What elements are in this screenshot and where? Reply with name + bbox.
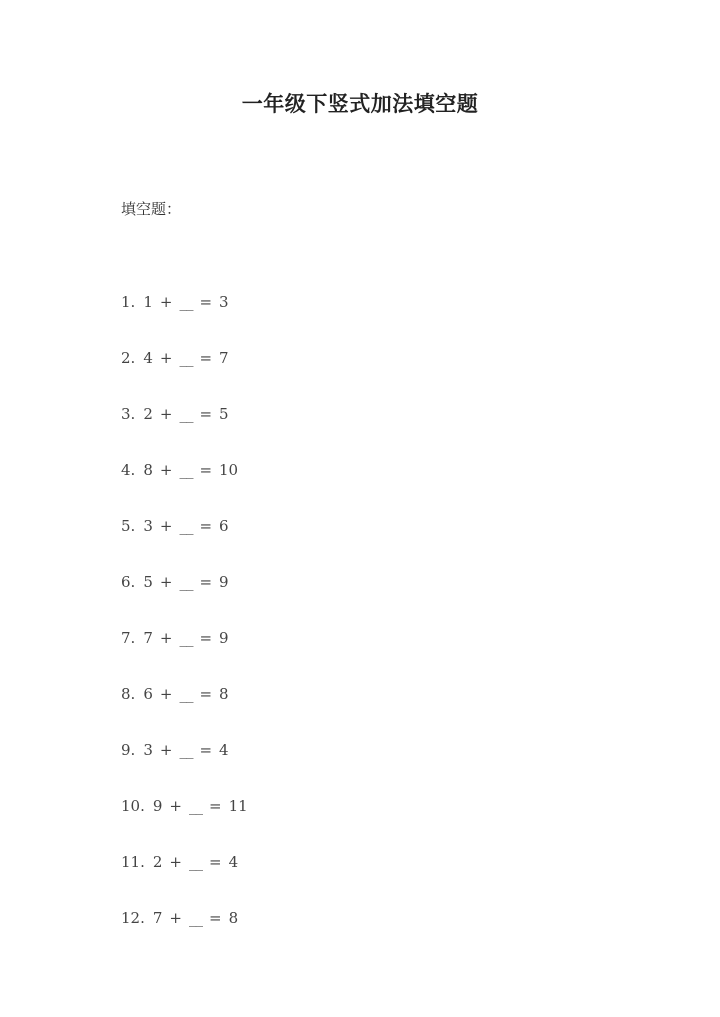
problem-item [121, 684, 248, 740]
answer-blank: __ [179, 349, 193, 367]
problem-result: 5 [219, 405, 229, 423]
answer-blank: __ [179, 629, 193, 647]
plus-sign: + [159, 741, 173, 759]
problem-addend: 5 [143, 573, 153, 591]
answer-blank: __ [179, 405, 193, 423]
equals-sign: = [208, 909, 222, 927]
problem-result: 4 [219, 741, 229, 759]
problem-result: 9 [219, 629, 229, 647]
page-title: 一年级下竖式加法填空题 [241, 91, 479, 116]
problem-item [121, 348, 248, 404]
answer-blank: __ [188, 853, 202, 871]
plus-sign: + [169, 909, 182, 927]
problem-item [121, 908, 248, 964]
problem-addend: 7 [152, 909, 163, 927]
answer-blank: __ [188, 797, 202, 815]
problem-item [121, 516, 248, 572]
problem-result: 8 [219, 685, 229, 703]
problem-number: 4. [121, 461, 136, 479]
plus-sign: + [159, 405, 173, 423]
equals-sign: = [208, 797, 222, 815]
problem-item [121, 460, 248, 516]
problem-addend: 3 [143, 517, 153, 535]
problem-addend: 1 [143, 293, 153, 311]
plus-sign: + [159, 293, 173, 311]
problem-item [121, 796, 248, 852]
equals-sign: = [199, 629, 213, 647]
plus-sign: + [159, 629, 173, 647]
problem-addend: 3 [143, 741, 153, 759]
plus-sign: + [169, 853, 182, 871]
problem-result: 8 [228, 909, 239, 927]
problem-result: 4 [228, 853, 239, 871]
answer-blank: __ [179, 293, 193, 311]
plus-sign: + [169, 797, 182, 815]
problem-item [121, 852, 248, 908]
problem-addend: 7 [143, 629, 153, 647]
problem-number: 5. [121, 517, 136, 535]
problem-result: 7 [219, 349, 229, 367]
problem-item [121, 740, 248, 796]
problem-item [121, 404, 248, 460]
problem-list [121, 292, 248, 964]
answer-blank: __ [179, 685, 193, 703]
equals-sign: = [199, 573, 213, 591]
problem-number: 9. [121, 741, 136, 759]
plus-sign: + [159, 349, 173, 367]
problem-result: 3 [219, 293, 229, 311]
problem-number: 10. [121, 797, 145, 815]
answer-blank: __ [179, 461, 193, 479]
problem-number: 6. [121, 573, 136, 591]
problem-result: 10 [219, 461, 239, 479]
plus-sign: + [159, 685, 173, 703]
problem-number: 12. [121, 909, 145, 927]
answer-blank: __ [179, 741, 193, 759]
answer-blank: __ [188, 909, 202, 927]
problem-number: 8. [121, 685, 136, 703]
problem-number: 1. [121, 293, 136, 311]
equals-sign: = [199, 293, 213, 311]
problem-addend: 4 [143, 349, 153, 367]
equals-sign: = [199, 405, 213, 423]
section-label: 填空题： [121, 200, 182, 218]
equals-sign: = [208, 853, 222, 871]
equals-sign: = [199, 685, 213, 703]
problem-item [121, 572, 248, 628]
problem-item [121, 628, 248, 684]
answer-blank: __ [179, 517, 193, 535]
problem-result: 9 [219, 573, 229, 591]
plus-sign: + [159, 573, 173, 591]
problem-result: 11 [228, 797, 248, 815]
plus-sign: + [159, 461, 173, 479]
equals-sign: = [199, 517, 213, 535]
problem-addend: 8 [143, 461, 153, 479]
problem-number: 3. [121, 405, 136, 423]
problem-addend: 9 [152, 797, 163, 815]
problem-addend: 2 [152, 853, 163, 871]
answer-blank: __ [179, 573, 193, 591]
plus-sign: + [159, 517, 173, 535]
equals-sign: = [199, 741, 213, 759]
problem-addend: 2 [143, 405, 153, 423]
problem-number: 2. [121, 349, 136, 367]
equals-sign: = [199, 461, 213, 479]
problem-addend: 6 [143, 685, 153, 703]
problem-number: 11. [121, 853, 145, 871]
equals-sign: = [199, 349, 213, 367]
problem-item [121, 292, 248, 348]
problem-number: 7. [121, 629, 136, 647]
problem-result: 6 [219, 517, 229, 535]
